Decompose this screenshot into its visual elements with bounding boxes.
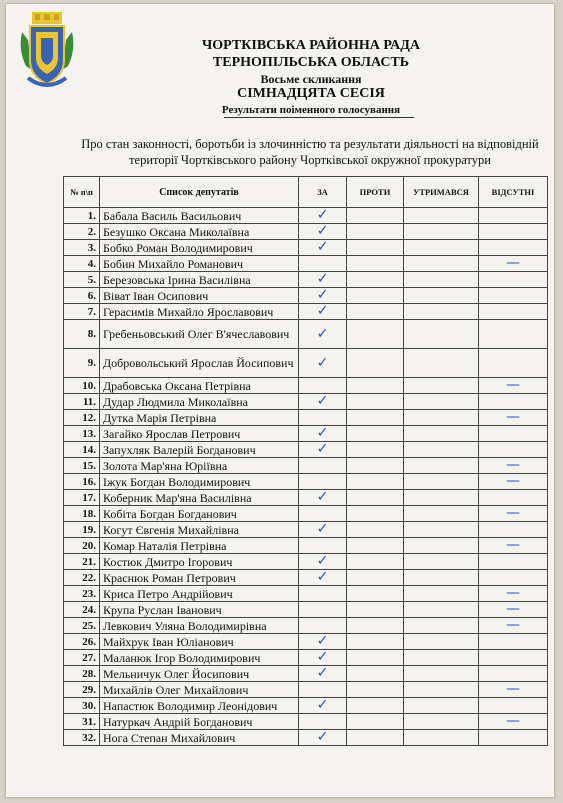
dash-mark-icon: —: [506, 505, 520, 521]
vote-cell-proty: [347, 224, 404, 240]
deputy-name: Добровольський Ярослав Йосипович: [100, 349, 299, 378]
checkmark-icon: ✓: [316, 729, 329, 745]
vote-cell-za: [299, 730, 347, 746]
coat-of-arms-icon: [16, 10, 78, 94]
vote-cell-absent: [479, 554, 548, 570]
vote-cell-za: [299, 272, 347, 288]
vote-cell-absent: [479, 410, 548, 426]
deputy-name: Комар Наталія Петрівна: [100, 538, 299, 554]
vote-cell-za: [299, 714, 347, 730]
row-number: 25.: [64, 618, 100, 634]
vote-cell-absent: [479, 666, 548, 682]
col-proty: ПРОТИ: [347, 177, 404, 208]
vote-cell-proty: [347, 698, 404, 714]
row-number: 8.: [64, 320, 100, 349]
row-number: 27.: [64, 650, 100, 666]
vote-cell-utrymavsia: [404, 349, 479, 378]
vote-cell-utrymavsia: [404, 506, 479, 522]
checkmark-icon: ✓: [316, 425, 329, 441]
row-number: 4.: [64, 256, 100, 272]
vote-cell-proty: [347, 349, 404, 378]
checkmark-icon: ✓: [316, 303, 329, 319]
vote-cell-utrymavsia: [404, 538, 479, 554]
vote-cell-absent: [479, 474, 548, 490]
checkmark-icon: ✓: [316, 489, 329, 505]
vote-cell-absent: [479, 320, 548, 349]
vote-cell-absent: [479, 272, 548, 288]
vote-cell-utrymavsia: [404, 602, 479, 618]
row-number: 21.: [64, 554, 100, 570]
checkmark-icon: ✓: [316, 649, 329, 665]
vote-cell-proty: [347, 730, 404, 746]
agenda-subject: Про стан законності, боротьби із злочинністю та результати діяльності на відповідній території Чортківського району Чортківської окружної прокуратури: [81, 137, 539, 167]
table-row: [64, 394, 548, 410]
vote-cell-utrymavsia: [404, 304, 479, 320]
dash-mark-icon: —: [506, 473, 520, 489]
row-number: 31.: [64, 714, 100, 730]
row-number: 20.: [64, 538, 100, 554]
checkmark-icon: ✓: [316, 553, 329, 569]
deputy-name: Іжук Богдан Володимирович: [100, 474, 299, 490]
row-number: 29.: [64, 682, 100, 698]
vote-cell-proty: [347, 272, 404, 288]
vote-cell-proty: [347, 256, 404, 272]
vote-cell-utrymavsia: [404, 394, 479, 410]
vote-cell-proty: [347, 394, 404, 410]
col-utrymavsia: УТРИМАВСЯ: [404, 177, 479, 208]
dash-mark-icon: —: [506, 617, 520, 633]
vote-cell-absent: [479, 602, 548, 618]
session-title: СІМНАДЦЯТА СЕСІЯ: [237, 86, 385, 101]
vote-cell-utrymavsia: [404, 442, 479, 458]
council-name: ЧОРТКІВСЬКА РАЙОННА РАДА: [202, 38, 420, 53]
row-number: 7.: [64, 304, 100, 320]
dash-mark-icon: —: [506, 409, 520, 425]
vote-cell-absent: [479, 240, 548, 256]
vote-cell-proty: [347, 506, 404, 522]
vote-cell-utrymavsia: [404, 650, 479, 666]
table-row: [64, 522, 548, 538]
vote-cell-utrymavsia: [404, 474, 479, 490]
vote-cell-za: [299, 349, 347, 378]
table-row: [64, 240, 548, 256]
vote-cell-absent: [479, 698, 548, 714]
vote-cell-absent: [479, 349, 548, 378]
deputy-name: Березовська Ірина Василівна: [100, 272, 299, 288]
row-number: 13.: [64, 426, 100, 442]
table-row: [64, 378, 548, 394]
col-deputies: Список депутатів: [100, 177, 299, 208]
vote-cell-absent: [479, 458, 548, 474]
vote-cell-utrymavsia: [404, 458, 479, 474]
vote-cell-absent: [479, 650, 548, 666]
vote-cell-absent: [479, 522, 548, 538]
table-row: [64, 320, 548, 349]
results-title: Результати поіменного голосування: [221, 104, 401, 116]
vote-cell-za: [299, 522, 347, 538]
dash-mark-icon: —: [506, 713, 520, 729]
row-number: 32.: [64, 730, 100, 746]
vote-cell-absent: [479, 682, 548, 698]
deputy-name: Безушко Оксана Миколаївна: [100, 224, 299, 240]
vote-cell-proty: [347, 650, 404, 666]
checkmark-icon: ✓: [316, 697, 329, 713]
vote-cell-absent: [479, 442, 548, 458]
deputy-name: Нога Степан Михайлович: [100, 730, 299, 746]
vote-cell-utrymavsia: [404, 570, 479, 586]
vote-cell-absent: [479, 730, 548, 746]
checkmark-icon: ✓: [316, 569, 329, 585]
vote-cell-absent: [479, 506, 548, 522]
table-row: [64, 554, 548, 570]
deputy-name: Краснюк Роман Петрович: [100, 570, 299, 586]
table-row: [64, 714, 548, 730]
vote-cell-za: [299, 698, 347, 714]
vote-cell-utrymavsia: [404, 378, 479, 394]
col-number: № п\п: [64, 177, 100, 208]
row-number: 11.: [64, 394, 100, 410]
row-number: 30.: [64, 698, 100, 714]
deputy-name: Бобко Роман Володимирович: [100, 240, 299, 256]
vote-cell-absent: [479, 570, 548, 586]
vote-cell-proty: [347, 208, 404, 224]
vote-cell-utrymavsia: [404, 698, 479, 714]
vote-cell-absent: [479, 378, 548, 394]
row-number: 24.: [64, 602, 100, 618]
checkmark-icon: ✓: [316, 665, 329, 681]
deputy-name: Бабала Василь Васильович: [100, 208, 299, 224]
table-row: [64, 506, 548, 522]
checkmark-icon: ✓: [316, 325, 329, 342]
vote-cell-za: [299, 256, 347, 272]
vote-cell-proty: [347, 288, 404, 304]
table-row: [64, 208, 548, 224]
row-number: 22.: [64, 570, 100, 586]
vote-cell-za: [299, 538, 347, 554]
checkmark-icon: ✓: [316, 633, 329, 649]
vote-cell-za: [299, 288, 347, 304]
table-row: [64, 666, 548, 682]
deputy-name: Мельничук Олег Йосипович: [100, 666, 299, 682]
row-number: 2.: [64, 224, 100, 240]
dash-mark-icon: —: [506, 585, 520, 601]
vote-cell-za: [299, 490, 347, 506]
vote-cell-utrymavsia: [404, 634, 479, 650]
vote-cell-za: [299, 570, 347, 586]
vote-cell-proty: [347, 458, 404, 474]
vote-cell-za: [299, 224, 347, 240]
vote-cell-za: [299, 666, 347, 682]
vote-cell-utrymavsia: [404, 554, 479, 570]
title-underline: [224, 117, 414, 118]
table-row: [64, 410, 548, 426]
vote-cell-utrymavsia: [404, 256, 479, 272]
table-row: [64, 538, 548, 554]
vote-cell-proty: [347, 634, 404, 650]
deputy-name: Михайлів Олег Михайлович: [100, 682, 299, 698]
vote-cell-proty: [347, 240, 404, 256]
vote-cell-proty: [347, 714, 404, 730]
row-number: 14.: [64, 442, 100, 458]
convocation: Восьме скликання: [260, 72, 362, 86]
table-row: [64, 570, 548, 586]
vote-cell-za: [299, 682, 347, 698]
vote-cell-absent: [479, 224, 548, 240]
deputy-name: Напастюк Володимир Леонідович: [100, 698, 299, 714]
dash-mark-icon: —: [506, 255, 520, 271]
vote-cell-za: [299, 240, 347, 256]
deputy-name: Гребеньовський Олег В'ячеславович: [100, 320, 299, 349]
vote-cell-za: [299, 506, 347, 522]
vote-cell-absent: [479, 714, 548, 730]
row-number: 23.: [64, 586, 100, 602]
deputy-name: Дудар Людмила Миколаївна: [100, 394, 299, 410]
vote-cell-proty: [347, 490, 404, 506]
checkmark-icon: ✓: [316, 271, 329, 287]
row-number: 17.: [64, 490, 100, 506]
vote-cell-za: [299, 208, 347, 224]
col-za: ЗА: [299, 177, 347, 208]
checkmark-icon: ✓: [316, 393, 329, 409]
vote-cell-za: [299, 442, 347, 458]
table-row: [64, 490, 548, 506]
row-number: 19.: [64, 522, 100, 538]
checkmark-icon: ✓: [316, 239, 329, 255]
deputy-name: Криса Петро Андрійович: [100, 586, 299, 602]
vote-cell-utrymavsia: [404, 240, 479, 256]
vote-cell-za: [299, 320, 347, 349]
vote-cell-proty: [347, 304, 404, 320]
table-row: [64, 618, 548, 634]
vote-cell-utrymavsia: [404, 208, 479, 224]
vote-cell-proty: [347, 378, 404, 394]
table-row: [64, 698, 548, 714]
row-number: 10.: [64, 378, 100, 394]
row-number: 26.: [64, 634, 100, 650]
deputy-name: Коберник Мар'яна Василівна: [100, 490, 299, 506]
vote-cell-proty: [347, 570, 404, 586]
deputy-name: Маланюк Ігор Володимирович: [100, 650, 299, 666]
deputy-name: Драбовська Оксана Петрівна: [100, 378, 299, 394]
table-header-row: [64, 177, 548, 208]
vote-cell-proty: [347, 410, 404, 426]
vote-cell-utrymavsia: [404, 730, 479, 746]
deputy-name: Дутка Марія Петрівна: [100, 410, 299, 426]
vote-cell-za: [299, 304, 347, 320]
vote-cell-za: [299, 586, 347, 602]
vote-cell-proty: [347, 442, 404, 458]
deputy-name: Запухляк Валерій Богданович: [100, 442, 299, 458]
vote-cell-za: [299, 426, 347, 442]
row-number: 5.: [64, 272, 100, 288]
vote-cell-za: [299, 554, 347, 570]
vote-cell-utrymavsia: [404, 224, 479, 240]
row-number: 12.: [64, 410, 100, 426]
vote-cell-za: [299, 410, 347, 426]
vote-cell-za: [299, 458, 347, 474]
checkmark-icon: ✓: [316, 207, 329, 223]
vote-cell-proty: [347, 586, 404, 602]
dash-mark-icon: —: [506, 377, 520, 393]
table-row: [64, 426, 548, 442]
table-row: [64, 458, 548, 474]
vote-cell-proty: [347, 538, 404, 554]
vote-cell-za: [299, 602, 347, 618]
table-row: [64, 256, 548, 272]
deputy-name: Золота Мар'яна Юріївна: [100, 458, 299, 474]
table-row: [64, 272, 548, 288]
vote-cell-utrymavsia: [404, 682, 479, 698]
dash-mark-icon: —: [506, 537, 520, 553]
vote-cell-utrymavsia: [404, 410, 479, 426]
deputy-name: Майхрук Іван Юліанович: [100, 634, 299, 650]
row-number: 1.: [64, 208, 100, 224]
vote-cell-utrymavsia: [404, 714, 479, 730]
table-row: [64, 349, 548, 378]
row-number: 6.: [64, 288, 100, 304]
dash-mark-icon: —: [506, 457, 520, 473]
deputy-name: Крупа Руслан Іванович: [100, 602, 299, 618]
vote-cell-utrymavsia: [404, 426, 479, 442]
vote-cell-za: [299, 394, 347, 410]
vote-cell-absent: [479, 618, 548, 634]
deputy-name: Костюк Дмитро Ігорович: [100, 554, 299, 570]
dash-mark-icon: —: [506, 681, 520, 697]
vote-cell-za: [299, 474, 347, 490]
table-row: [64, 730, 548, 746]
region-name: ТЕРНОПІЛЬСЬКА ОБЛАСТЬ: [212, 55, 410, 70]
vote-cell-absent: [479, 490, 548, 506]
vote-cell-utrymavsia: [404, 288, 479, 304]
vote-cell-absent: [479, 208, 548, 224]
vote-cell-proty: [347, 522, 404, 538]
deputy-name: Бобин Михайло Романович: [100, 256, 299, 272]
deputy-name: Загайко Ярослав Петрович: [100, 426, 299, 442]
vote-table: [63, 176, 548, 746]
checkmark-icon: ✓: [316, 354, 329, 371]
vote-cell-absent: [479, 538, 548, 554]
vote-cell-za: [299, 618, 347, 634]
checkmark-icon: ✓: [316, 521, 329, 537]
checkmark-icon: ✓: [316, 287, 329, 303]
checkmark-icon: ✓: [316, 441, 329, 457]
vote-cell-za: [299, 378, 347, 394]
vote-cell-utrymavsia: [404, 272, 479, 288]
table-row: [64, 224, 548, 240]
table-row: [64, 586, 548, 602]
row-number: 18.: [64, 506, 100, 522]
vote-cell-utrymavsia: [404, 666, 479, 682]
dash-mark-icon: —: [506, 601, 520, 617]
table-row: [64, 682, 548, 698]
deputy-name: Натуркач Андрій Богданович: [100, 714, 299, 730]
vote-cell-absent: [479, 586, 548, 602]
vote-cell-utrymavsia: [404, 522, 479, 538]
row-number: 9.: [64, 349, 100, 378]
vote-cell-absent: [479, 288, 548, 304]
vote-cell-utrymavsia: [404, 320, 479, 349]
deputy-name: Віват Іван Осипович: [100, 288, 299, 304]
checkmark-icon: ✓: [316, 223, 329, 239]
deputy-name: Когут Євгенія Михайлівна: [100, 522, 299, 538]
vote-cell-za: [299, 650, 347, 666]
deputy-name: Кобіта Богдан Богданович: [100, 506, 299, 522]
row-number: 3.: [64, 240, 100, 256]
vote-cell-absent: [479, 256, 548, 272]
vote-cell-proty: [347, 554, 404, 570]
row-number: 28.: [64, 666, 100, 682]
vote-cell-utrymavsia: [404, 490, 479, 506]
row-number: 16.: [64, 474, 100, 490]
vote-cell-utrymavsia: [404, 618, 479, 634]
vote-cell-proty: [347, 618, 404, 634]
vote-cell-absent: [479, 304, 548, 320]
table-row: [64, 474, 548, 490]
vote-cell-absent: [479, 394, 548, 410]
table-row: [64, 602, 548, 618]
vote-cell-proty: [347, 682, 404, 698]
table-row: [64, 442, 548, 458]
vote-cell-absent: [479, 426, 548, 442]
vote-cell-proty: [347, 426, 404, 442]
vote-cell-utrymavsia: [404, 586, 479, 602]
table-row: [64, 634, 548, 650]
table-row: [64, 304, 548, 320]
vote-cell-za: [299, 634, 347, 650]
col-vidsutni: ВІДСУТНІ: [479, 177, 548, 208]
vote-cell-proty: [347, 320, 404, 349]
table-row: [64, 650, 548, 666]
vote-cell-proty: [347, 474, 404, 490]
deputy-name: Левкович Уляна Володимирівна: [100, 618, 299, 634]
vote-cell-absent: [479, 634, 548, 650]
row-number: 15.: [64, 458, 100, 474]
deputy-name: Герасимів Михайло Ярославович: [100, 304, 299, 320]
vote-cell-proty: [347, 602, 404, 618]
table-row: [64, 288, 548, 304]
vote-cell-proty: [347, 666, 404, 682]
